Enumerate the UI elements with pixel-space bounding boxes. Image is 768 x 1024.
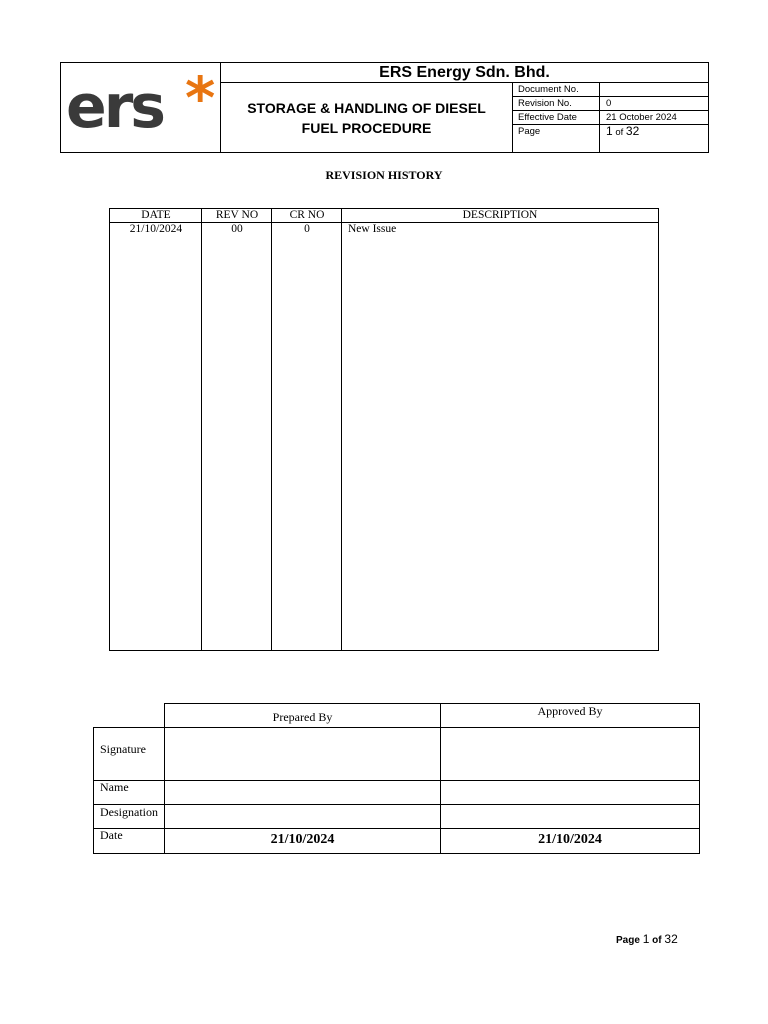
meta-row-document-no <box>513 83 708 97</box>
company-logo: ers <box>66 72 163 142</box>
page-label: Page <box>513 125 600 152</box>
document-no-label: Document No. <box>513 83 600 96</box>
document-header <box>60 62 709 153</box>
rev-col-rev-no <box>202 209 272 650</box>
procedure-title-line1: STORAGE & HANDLING OF DIESEL <box>247 99 486 116</box>
footer-page-number <box>616 932 678 946</box>
rev-col-date <box>110 209 202 650</box>
logo-cell <box>61 63 221 152</box>
prepared-date-value: 21/10/2024 <box>164 828 441 854</box>
revision-no-value: 0 <box>606 98 612 109</box>
rev-header-date: DATE <box>141 209 171 221</box>
page-current: 1 <box>606 124 613 138</box>
revision-history-table <box>109 208 659 651</box>
footer-of-word: of <box>652 935 662 946</box>
prepared-by-header: Prepared By <box>164 703 441 728</box>
approved-date-value: 21/10/2024 <box>440 828 700 854</box>
logo-star-icon: * <box>185 64 216 132</box>
revision-history-title: REVISION HISTORY <box>325 168 443 182</box>
designation-label: Designation <box>93 804 165 829</box>
rev-header-description: DESCRIPTION <box>462 209 538 221</box>
rev-cell-rev-no: 00 <box>231 223 243 235</box>
rev-header-cr-no: CR NO <box>289 209 325 221</box>
page-total: 32 <box>625 124 640 138</box>
approved-name-field[interactable] <box>440 780 700 805</box>
approved-designation-field[interactable] <box>440 804 700 829</box>
page-value <box>600 125 708 152</box>
company-name: ERS Energy Sdn. Bhd. <box>221 63 708 83</box>
rev-header-rev-no: REV NO <box>215 209 259 221</box>
effective-date-value: 21 October 2024 <box>606 112 677 123</box>
procedure-title-line2: FUEL PROCEDURE <box>301 119 432 136</box>
prepared-name-field[interactable] <box>164 780 441 805</box>
footer-page-word: Page <box>616 935 640 946</box>
approved-by-header: Approved By <box>440 703 700 728</box>
document-no-value <box>600 83 708 96</box>
footer-page-current: 1 <box>642 932 650 946</box>
prepared-signature-field[interactable] <box>164 727 441 781</box>
effective-date-label: Effective Date <box>513 111 600 124</box>
approved-signature-field[interactable] <box>440 727 700 781</box>
rev-col-cr-no <box>272 209 342 650</box>
footer-page-total: 32 <box>664 932 678 946</box>
rev-cell-description: New Issue <box>348 223 397 235</box>
signature-label: Signature <box>93 727 165 781</box>
rev-cell-date: 21/10/2024 <box>129 223 183 235</box>
meta-row-revision-no <box>513 97 708 111</box>
name-label: Name <box>93 780 165 805</box>
prepared-designation-field[interactable] <box>164 804 441 829</box>
procedure-title <box>221 83 513 152</box>
rev-cell-cr-no: 0 <box>304 223 310 235</box>
revision-no-label: Revision No. <box>513 97 600 110</box>
meta-row-page <box>513 125 708 152</box>
date-label: Date <box>93 828 165 854</box>
approval-table <box>93 703 700 854</box>
page-of: of <box>615 127 624 138</box>
document-meta <box>513 83 708 152</box>
meta-row-effective-date <box>513 111 708 125</box>
